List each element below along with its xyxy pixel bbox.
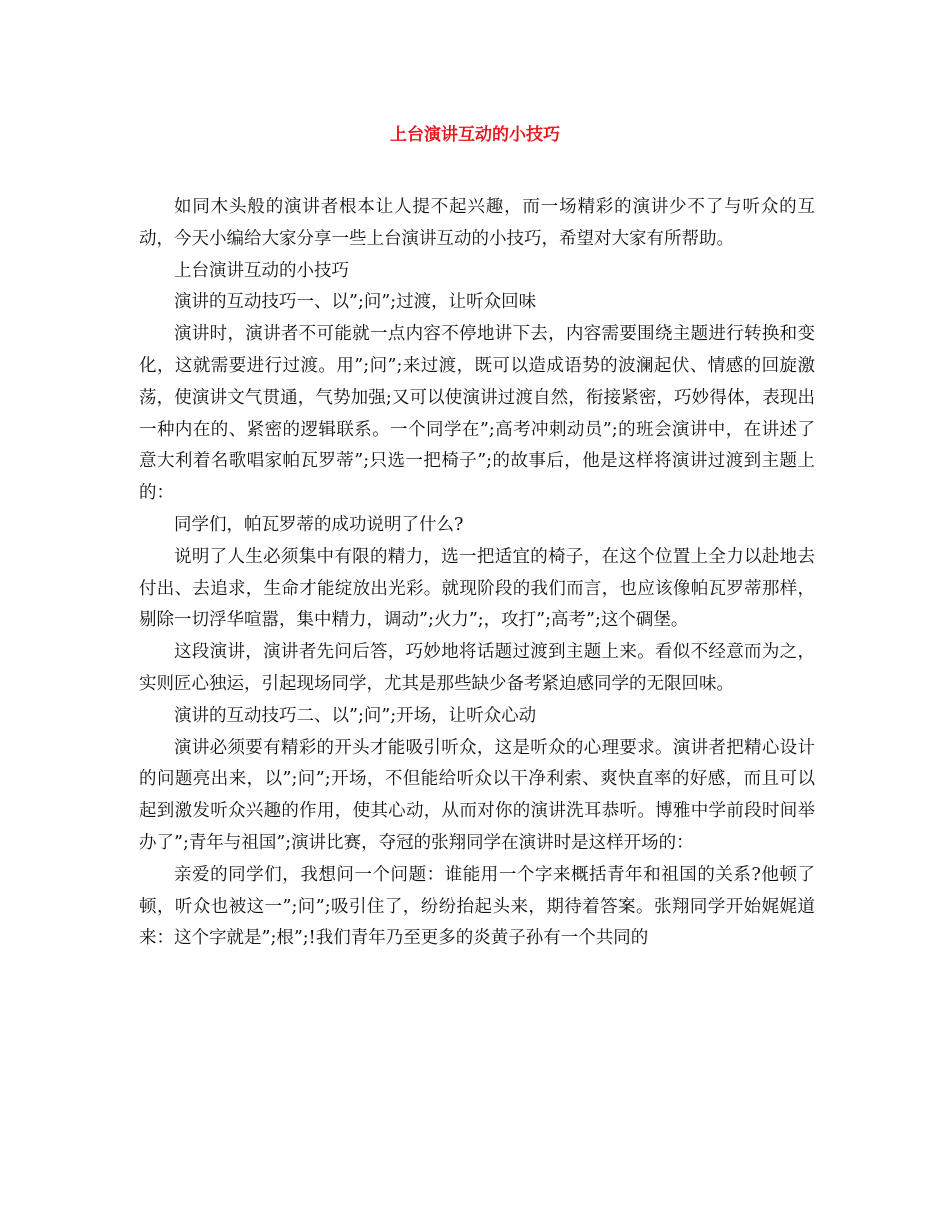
paragraph-analysis: 这段演讲，演讲者先问后答，巧妙地将话题过渡到主题上来。看似不经意而为之，实则匠心独运，引起现场同学，尤其是那些缺少备考紧迫感同学的无限回味。 <box>139 642 815 694</box>
paragraph-subtitle: 上台演讲互动的小技巧 <box>174 260 349 281</box>
paragraph-question: 同学们，帕瓦罗蒂的成功说明了什么? <box>174 514 464 535</box>
document-body <box>139 192 815 955</box>
paragraph-tip-2-body: 演讲必须要有精彩的开头才能吸引听众，这是听众的心理要求。演讲者把精心设计的问题亮出来，以”;问”;开场，不但能给听众以干净利索、爽快直率的好感，而且可以起到激发听众兴趣的作用，使其心动，从而对你的演讲洗耳恭听。博雅中学前段时间举办了”;青年与祖国”;演讲比赛，夺冠的张翔同学在演讲时是这样开场的： <box>139 737 815 853</box>
paragraph-intro: 如同木头般的演讲者根本让人提不起兴趣，而一场精彩的演讲少不了与听众的互动，今天小编给大家分享一些上台演讲互动的小技巧，希望对大家有所帮助。 <box>139 197 815 249</box>
paragraph-answer: 说明了人生必须集中有限的精力，选一把适宜的椅子，在这个位置上全力以赴地去付出、去追求，生命才能绽放出光彩。就现阶段的我们而言，也应该像帕瓦罗蒂那样，剔除一切浮华喧嚣，集中精力，调动”;火力”;，攻打”;高考”;这个碉堡。 <box>139 546 815 631</box>
document-title: 上台演讲互动的小技巧 <box>390 125 560 145</box>
paragraph-tip-1-body: 演讲时，演讲者不可能就一点内容不停地讲下去，内容需要围绕主题进行转换和变化，这就需要进行过渡。用”;问”;来过渡，既可以造成语势的波澜起伏、情感的回旋激荡，使演讲文气贯通，气势加强;又可以使演讲过渡自然，衔接紧密，巧妙得体，表现出一种内在的、紧密的逻辑联系。一个同学在”;高考冲刺动员”;的班会演讲中，在讲述了意大利着名歌唱家帕瓦罗蒂”;只选一把椅子”;的故事后，他是这样将演讲过渡到主题上的： <box>139 324 815 504</box>
paragraph-example: 亲爱的同学们，我想问一个问题：谁能用一个字来概括青年和祖国的关系?他顿了顿，听众也被这一”;问”;吸引住了，纷纷抬起头来，期待着答案。张翔同学开始娓娓道来：这个字就是”;根”;!我们青年乃至更多的炎黄子孙有一个共同的 <box>139 864 815 949</box>
section-heading-tip-1: 演讲的互动技巧一、以”;问”;过渡，让听众回味 <box>174 292 537 313</box>
section-heading-tip-2: 演讲的互动技巧二、以”;问”;开场，让听众心动 <box>174 705 537 726</box>
